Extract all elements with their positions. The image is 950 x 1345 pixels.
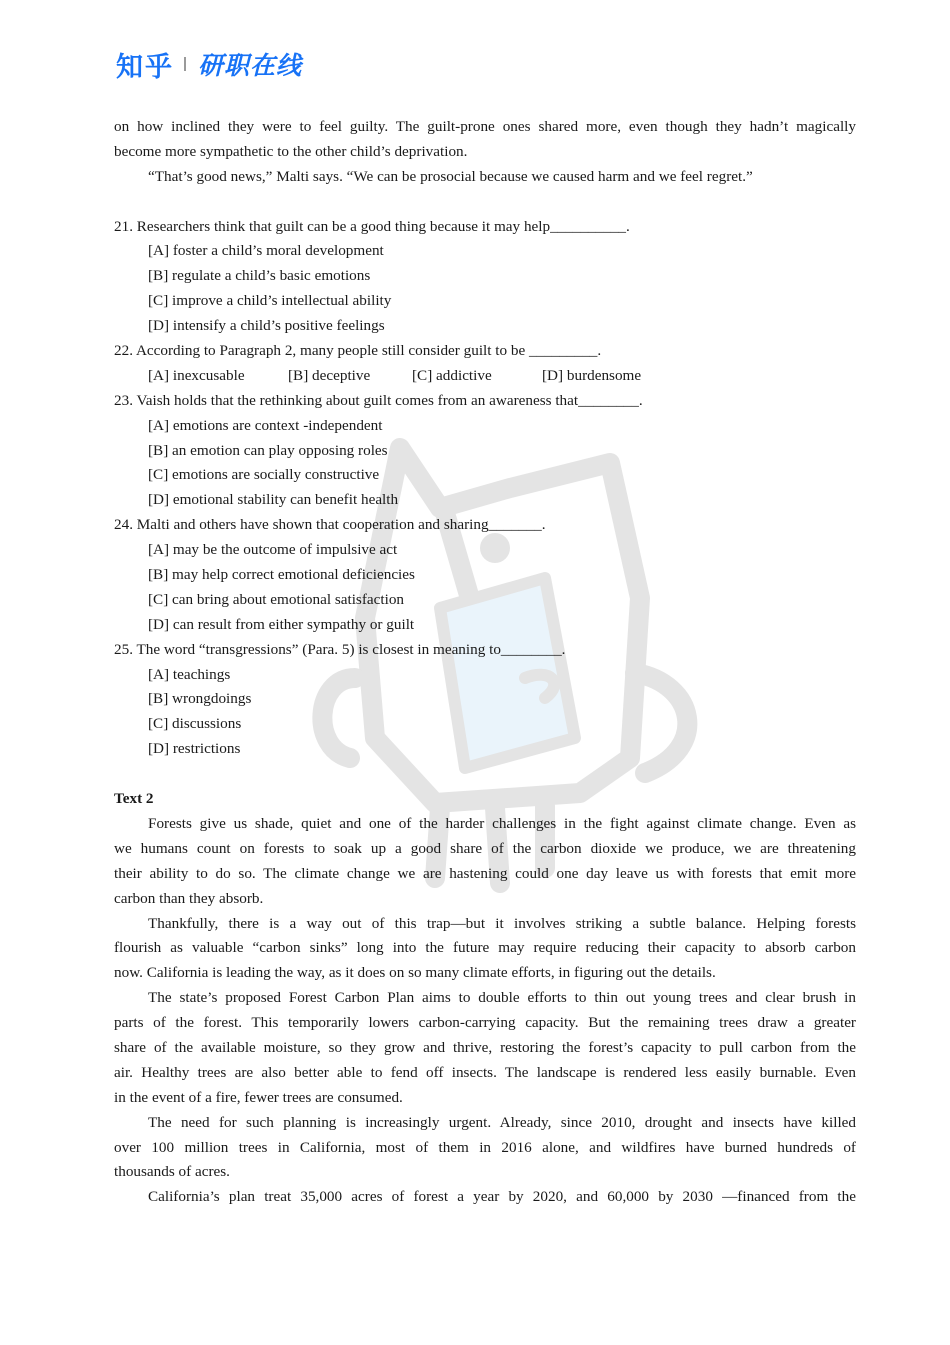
answer-option: [D] restrictions [148,740,241,758]
paragraph-line: in the event of a fire, fewer trees are consumed. [114,1088,403,1106]
answer-option: [B] wrongdoings [148,690,252,708]
paragraph-line: over 100 million trees in California, most of them in 2016 alone, and wildfires have burned hundreds of [114,1138,856,1156]
question-stem: 21. Researchers think that guilt can be a good thing because it may help__________. [114,217,630,235]
answer-option: [C] discussions [148,715,242,733]
answer-option: [A] emotions are context -independent [148,416,383,434]
paragraph-line: share of the available moisture, so they grow and thrive, restoring the forest’s capacity to pull carbon from the [114,1038,856,1056]
logo-brand: 知乎 [116,51,174,83]
answer-option: [C] improve a child’s intellectual ability [148,292,392,310]
answer-option: [D] intensify a child’s positive feelings [148,317,385,335]
paragraph-line: now. California is leading the way, as it does on so many climate efforts, in figuring out the details. [114,964,716,982]
section-heading: Text 2 [114,790,154,808]
answer-option: [A] may be the outcome of impulsive act [148,541,398,559]
answer-option: [A] inexcusable [148,366,245,384]
answer-option: [C] emotions are socially constructive [148,466,380,484]
paragraph-line: their ability to do so. The climate change we are hastening could one day leave us with forests that emit more [114,864,856,882]
answer-option: [B] an emotion can play opposing roles [148,441,388,459]
passage-line: become more sympathetic to the other child’s deprivation. [114,142,468,160]
answer-option: [A] teachings [148,665,231,683]
paragraph-line: California’s plan treat 35,000 acres of forest a year by 2020, and 60,000 by 2030 —financed from the [148,1188,856,1206]
question-stem: 24. Malti and others have shown that cooperation and sharing_______. [114,516,546,534]
answer-option: [D] can result from either sympathy or guilt [148,615,415,633]
answer-option: [B] regulate a child’s basic emotions [148,267,371,285]
paragraph-line: The need for such planning is increasingly urgent. Already, since 2010, drought and insects have killed [148,1113,856,1131]
paragraph-line: Forests give us shade, quiet and one of the harder challenges in the fight against climate change. Even as [148,814,856,832]
answer-option: [B] may help correct emotional deficiencies [148,566,415,584]
paragraph-line: carbon than they absorb. [114,889,264,907]
paragraph-line: we humans count on forests to soak up a good share of the carbon dioxide we produce, we are threatening [114,839,856,857]
passage-line: on how inclined they were to feel guilty. The guilt-prone ones shared more, even though they hadn’t magically [114,118,856,135]
paragraph-line: air. Healthy trees are also better able to fend off insects. The landscape is rendered less easily burnable. Even [114,1063,856,1081]
passage-quote: “That’s good news,” Malti says. “We can be prosocial because we caused harm and we feel regret.” [148,167,753,185]
paragraph-line: thousands of acres. [114,1163,230,1181]
answer-option: [B] deceptive [288,366,371,384]
paragraph-line: The state’s proposed Forest Carbon Plan aims to double efforts to thin out young trees and clear brush in [148,989,856,1007]
paragraph-line: parts of the forest. This temporarily lowers carbon-carrying capacity. But the remaining trees draw a greater [114,1014,856,1032]
paragraph-line: Thankfully, there is a way out of this trap—but it involves striking a subtle balance. Helping forests [148,914,856,932]
answer-option: [D] burdensome [542,366,642,384]
paragraph-line: flourish as valuable “carbon sinks” long into the future may require reducing their capacity to absorb carbon [114,939,856,957]
answer-option: [C] can bring about emotional satisfaction [148,590,405,608]
logo-separator [184,57,186,71]
document-content [114,115,856,1210]
header-logo[interactable] [116,44,302,84]
question-stem: 25. The word “transgressions” (Para. 5) is closest in meaning to________. [114,640,566,658]
logo-product: 研职在线 [198,51,303,80]
answer-option: [D] emotional stability can benefit health [148,491,399,509]
question-stem: 23. Vaish holds that the rethinking about guilt comes from an awareness that________. [114,391,643,409]
answer-option-row [114,364,856,389]
answer-option: [C] addictive [412,366,492,384]
question-stem: 22. According to Paragraph 2, many people still consider guilt to be _________. [114,342,602,360]
answer-option: [A] foster a child’s moral development [148,242,384,260]
